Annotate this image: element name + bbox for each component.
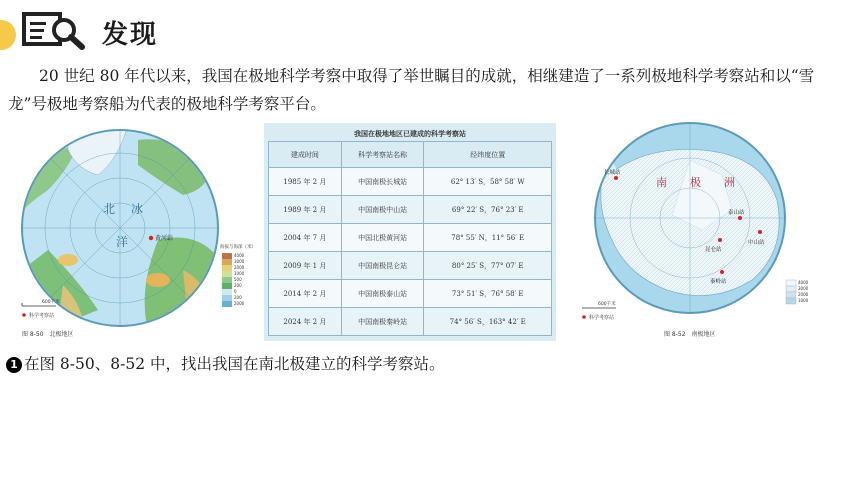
huanghe-station-label: 黄河站: [155, 235, 174, 242]
table-cell: 2014 年 2 月: [269, 280, 342, 308]
table-cell: 78° 55′ N，11° 56′ E: [424, 224, 552, 252]
question-text: 在图 8-50、8-52 中，找出我国在南北极建立的科学考察站。: [24, 355, 445, 373]
taishan-station-label: 泰山站: [728, 210, 745, 216]
arctic-legend-value: 500: [234, 277, 242, 282]
arctic-legend-value: 200: [234, 295, 242, 300]
arctic-station-legend: 科学考察站: [29, 313, 55, 319]
table-cell: 2024 年 2 月: [269, 308, 342, 336]
arctic-label-1: 北: [103, 202, 116, 216]
antarctic-legend-value: 4000: [798, 280, 809, 285]
antarctic-map: [572, 120, 810, 342]
table-cell: 中国南极泰山站: [341, 280, 424, 308]
table-cell: 80° 25′ S，77° 07′ E: [424, 252, 552, 280]
antarctic-label-2: 极: [690, 176, 701, 189]
table-cell: 2009 年 1 月: [269, 252, 342, 280]
table-cell: 69° 22′ S，76° 23′ E: [424, 196, 552, 224]
table-title: 我国在极地地区已建成的科学考察站: [354, 130, 466, 138]
search-document-icon: [20, 10, 90, 50]
qinling-station-label: 秦岭站: [710, 279, 727, 285]
stations-table-panel: [264, 123, 556, 341]
page-title: 发现: [102, 20, 159, 50]
column-header: 经纬度位置: [424, 142, 552, 168]
arctic-legend-title: 海拔与海深（米）: [220, 245, 256, 250]
changcheng-station-marker: [614, 176, 618, 180]
antarctic-legend-value: 3000: [798, 286, 809, 291]
arctic-label-2: 冰: [131, 202, 144, 216]
zhongshan-station-marker: [758, 230, 762, 234]
table-cell: 中国南极长城站: [341, 168, 424, 196]
changcheng-station-label: 长城站: [604, 170, 621, 176]
arctic-legend-value: 2000: [234, 301, 245, 306]
stations-table: [268, 141, 552, 336]
table-row: [269, 308, 552, 336]
column-header: 科学考察站名称: [341, 142, 424, 168]
kunlun-station-label: 昆仑站: [705, 247, 722, 253]
table-cell: 中国南极昆仑站: [341, 252, 424, 280]
arctic-scale-label: 600千米: [42, 300, 60, 305]
antarctic-station-legend: 科学考察站: [589, 315, 615, 321]
arctic-map-graphic: [8, 120, 256, 342]
antarctic-map-graphic: [572, 120, 810, 342]
arctic-legend-value: 1000: [234, 271, 245, 276]
qinling-station-marker: [720, 270, 724, 274]
table-cell: 73° 51′ S，76° 58′ E: [424, 280, 552, 308]
huanghe-station-marker: [149, 236, 153, 240]
arctic-legend-value: 3000: [234, 259, 245, 264]
table-cell: 1989 年 2 月: [269, 196, 342, 224]
antarctic-label-1: 南: [656, 176, 667, 189]
antarctic-label-3: 洲: [724, 176, 735, 189]
question: [6, 352, 445, 376]
table-row: [269, 168, 552, 196]
arctic-legend-value: 200: [234, 283, 242, 288]
antarctic-legend-value: 1000: [798, 298, 809, 303]
arctic-map-caption: 图 8-50 北极地区: [22, 331, 74, 338]
table-cell: 62° 13′ S，58° 58′ W: [424, 168, 552, 196]
table-cell: 中国南极中山站: [341, 196, 424, 224]
table-cell: 中国北极黄河站: [341, 224, 424, 252]
kunlun-station-marker: [718, 238, 722, 242]
arctic-legend-value: 4000: [234, 253, 245, 258]
table-cell: 74° 56′ S，163° 42′ E: [424, 308, 552, 336]
taishan-station-marker: [738, 216, 742, 220]
arctic-label-3: 洋: [116, 235, 129, 249]
table-row: [269, 196, 552, 224]
antarctic-scale-label: 600千米: [598, 302, 616, 307]
table-row: [269, 280, 552, 308]
intro-paragraph: 20 世纪 80 年代以来，我国在极地科学考察中取得了举世瞩目的成就，相继建造了一系列极地科学考察站和以“雪龙”号极地考察船为代表的极地科学考察平台。: [8, 67, 815, 113]
antarctic-legend-value: 2000: [798, 292, 809, 297]
arctic-legend-value: 2000: [234, 265, 245, 270]
arctic-legend-value: 0: [234, 289, 237, 294]
table-cell: 2004 年 7 月: [269, 224, 342, 252]
column-header: 建成时间: [269, 142, 342, 168]
table-cell: 1985 年 2 月: [269, 168, 342, 196]
zhongshan-station-label: 中山站: [748, 240, 765, 246]
accent-dot: [0, 20, 16, 50]
table-row: [269, 224, 552, 252]
question-number-badge: 1: [6, 357, 22, 373]
table-row: [269, 252, 552, 280]
arctic-map: [8, 120, 256, 342]
antarctic-map-caption: 图 8-52 南极地区: [664, 331, 716, 338]
table-cell: 中国南极秦岭站: [341, 308, 424, 336]
table-header-row: [269, 142, 552, 168]
